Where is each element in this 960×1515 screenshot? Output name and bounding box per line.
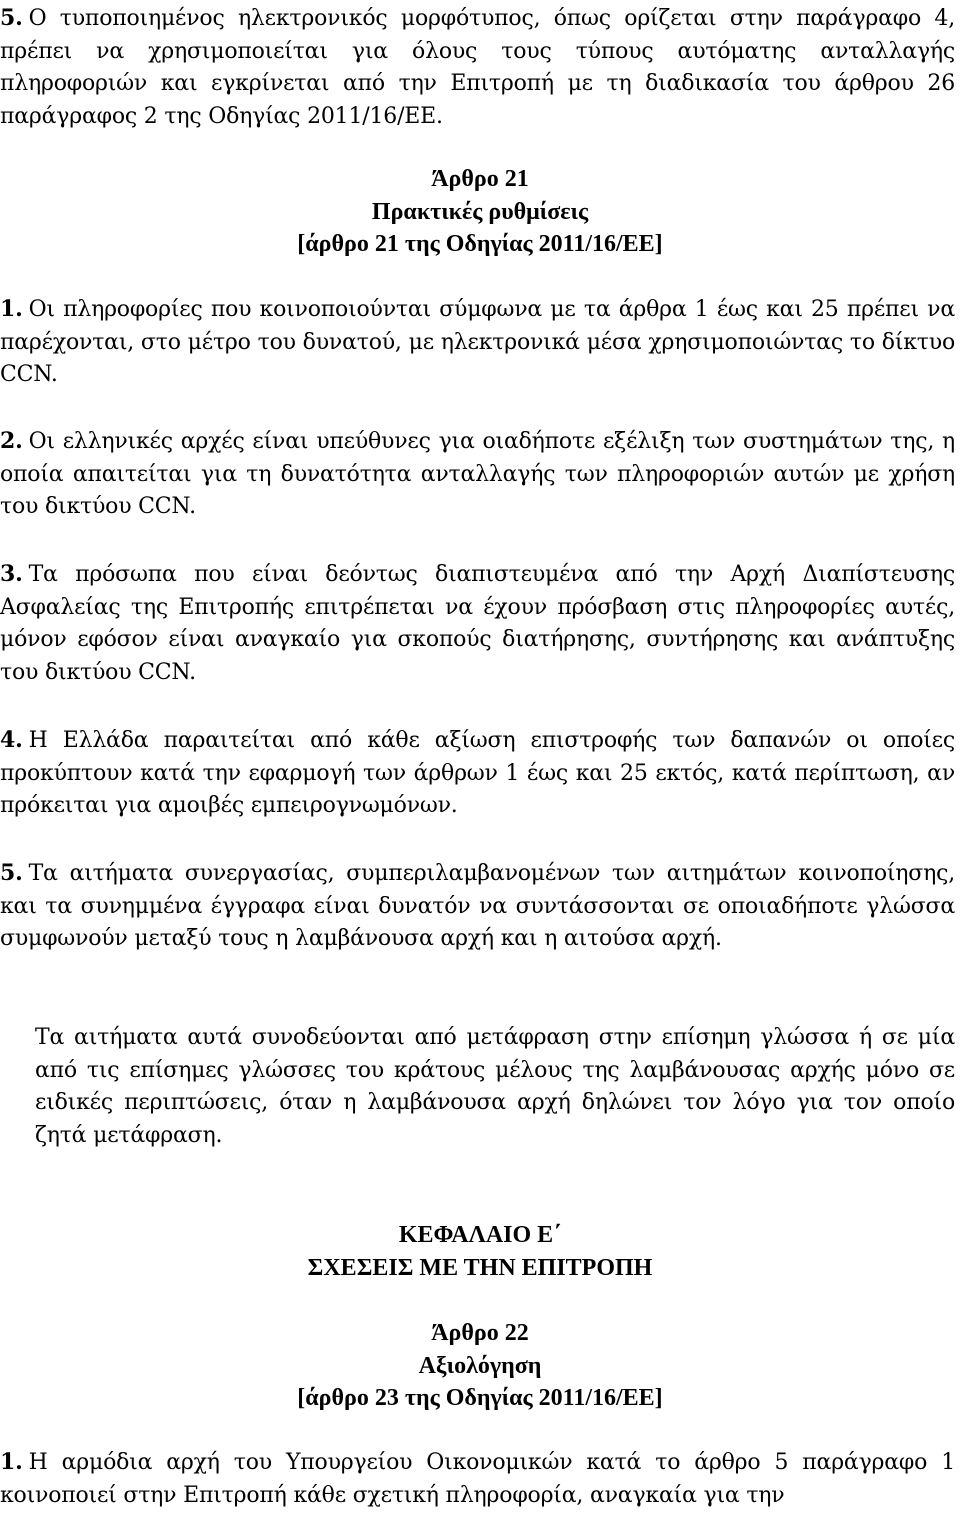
paragraph-text: Τα πρόσωπα που είναι δεόντως διαπιστευμένα από την Αρχή Διαπίστευσης Ασφαλείας της Επιτροπής επιτρέπεται να έχουν πρόσβαση στις πληροφορίες αυτές, μόνον εφόσον είναι αναγκαίο για σκοπούς διατήρησης, συντήρησης και ανάπτυξης του δικτύου CCN. [0,562,955,685]
article-22-paragraph-1 [0,1446,955,1512]
paragraph-number: 1. [0,296,23,322]
article-21-paragraph-4 [0,724,955,823]
article-21-paragraph-3 [0,558,955,689]
article-21-paragraph-5-continued [35,1022,955,1152]
article-21-paragraph-5 [0,857,955,956]
paragraph-number: 5. [0,5,23,31]
paragraph-number: 3. [0,561,23,587]
article-title: Άρθρο 22 [431,1320,529,1346]
paragraph-text: Οι ελληνικές αρχές είναι υπεύθυνες για οιαδήποτε εξέλιξη των συστημάτων της, η οποία απαιτείται για τη δυνατότητα ανταλλαγής των πληροφοριών αυτών με χρήση του δικτύου CCN. [0,429,955,519]
article-subtitle: Αξιολόγηση [418,1352,542,1379]
article-22-heading [0,1317,960,1415]
paragraph-number: 1. [0,1449,23,1475]
chapter-subtitle: ΣΧΕΣΕΙΣ ΜΕ ΤΗΝ ΕΠΙΤΡΟΠΗ [307,1254,653,1281]
paragraph-text: Ο τυποποιημένος ηλεκτρονικός μορφότυπος, όπως ορίζεται στην παράγραφο 4, πρέπει να χρησιμοποιείται για όλους τους τύπους αυτόματης ανταλλαγής πληροφοριών και εγκρίνεται από την Επιτροπή με τη διαδικασία του άρθρου 26 παράγραφος 2 της Οδηγίας 2011/16/ΕΕ. [0,6,955,129]
article-subtitle: Πρακτικές ρυθμίσεις [371,198,589,225]
article-title: Άρθρο 21 [431,166,529,192]
paragraph-text: Τα αιτήματα συνεργασίας, συμπεριλαμβανομένων των αιτημάτων κοινοποίησης, και τα συνημμένα έγγραφα είναι δυνατόν να συντάσσονται σε οποιαδήποτε γλώσσα συμφωνούν μεταξύ τους η λαμβάνουσα αρχή και η αιτούσα αρχή. [0,861,955,951]
paragraph-number: 4. [0,727,23,753]
article-21-paragraph-1 [0,293,955,392]
paragraph-number: 5. [0,860,23,886]
paragraph-5-previous [0,2,955,133]
article-reference: [άρθρο 23 της Οδηγίας 2011/16/ΕΕ] [297,1385,663,1411]
chapter-title: ΚΕΦΑΛΑΙΟ Ε΄ [398,1222,562,1248]
paragraph-text: Οι πληροφορίες που κοινοποιούνται σύμφωνα με τα άρθρα 1 έως και 25 πρέπει να παρέχονται, στο μέτρο του δυνατού, με ηλεκτρονικά μέσα χρησιμοποιώντας το δίκτυο CCN. [0,297,955,387]
paragraph-text: Η Ελλάδα παραιτείται από κάθε αξίωση επιστροφής των δαπανών οι οποίες προκύπτουν κατά την εφαρμογή των άρθρων 1 έως και 25 εκτός, κατά περίπτωση, αν πρόκειται για αμοιβές εμπειρογνωμόνων. [0,728,955,818]
chapter-heading [0,1219,960,1284]
paragraph-number: 2. [0,428,23,454]
paragraph-text: Η αρμόδια αρχή του Υπουργείου Οικονομικών κατά το άρθρο 5 παράγραφο 1 κοινοποιεί στην Επιτροπή κάθε σχετική πληροφορία, αναγκαία για την [0,1450,955,1508]
article-reference: [άρθρο 21 της Οδηγίας 2011/16/ΕΕ] [297,231,663,257]
article-21-paragraph-2 [0,425,955,524]
paragraph-text: Τα αιτήματα αυτά συνοδεύονται από μετάφραση στην επίσημη γλώσσα ή σε μία από τις επίσημες γλώσσες του κράτους μέλους της λαμβάνουσας αρχής μόνο σε ειδικές περιπτώσεις, όταν η λαμβάνουσα αρχή δηλώνει τον λόγο για τον οποίο ζητά μετάφραση. [35,1025,955,1148]
article-21-heading [0,163,960,261]
